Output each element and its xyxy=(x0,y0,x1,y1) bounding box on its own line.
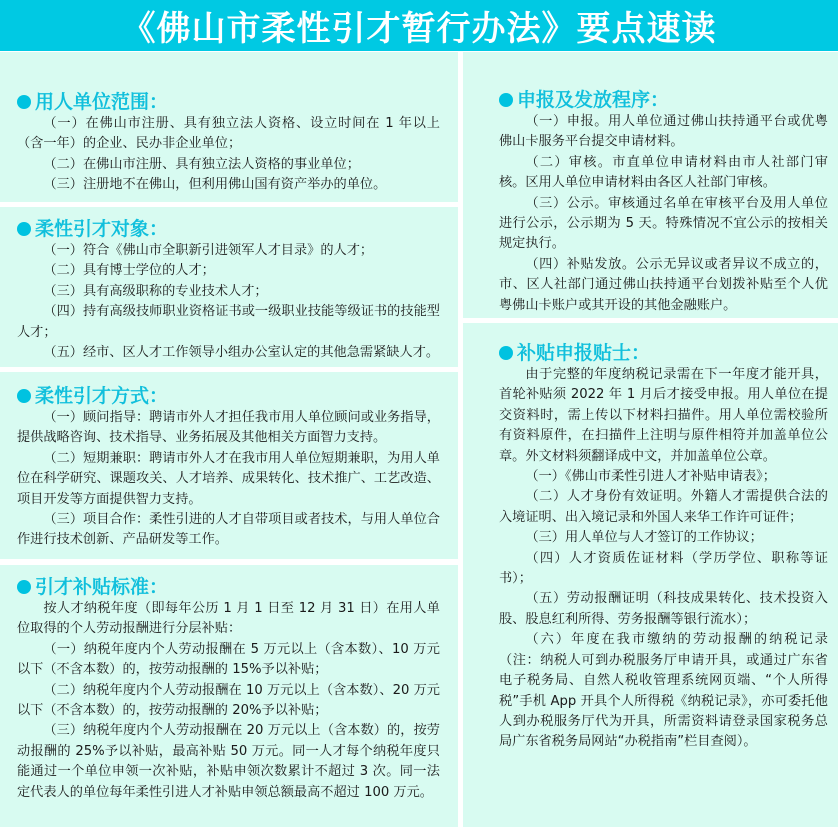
bullet-dot-icon xyxy=(499,346,513,360)
paragraph: （一）申报。用人单位通过佛山扶持通平台或优粤佛山卡服务平台提交申请材料。 xyxy=(499,114,828,150)
section-employer-scope xyxy=(0,52,458,202)
bullet-dot-icon xyxy=(17,222,31,236)
bullet-dot-icon xyxy=(17,580,31,594)
section-heading: 引才补贴标准： xyxy=(17,575,440,599)
paragraph: （一）纳税年度内个人劳动报酬在 5 万元以上（含本数）、10 万元以下（不含本数）的，按劳动报酬的 15%予以补贴； xyxy=(17,641,440,678)
section-recruit-methods xyxy=(0,372,458,559)
page-title: 《佛山市柔性引才暂行办法》要点速读 xyxy=(121,9,717,49)
paragraph: （三）注册地不在佛山，但利用佛山国有资产举办的单位。 xyxy=(43,177,387,193)
section-application-tips xyxy=(463,323,838,827)
paragraph: （二）纳税年度内个人劳动报酬在 10 万元以上（含本数）、20 万元以下（不含本数）的，按劳动报酬的 20%予以补贴； xyxy=(17,682,440,719)
paragraph: （一）《佛山市柔性引进人才补贴申请表》； xyxy=(525,469,776,485)
paragraph: （二）在佛山市注册、具有独立法人资格的事业单位； xyxy=(43,156,360,172)
section-heading: 用人单位范围： xyxy=(17,90,440,114)
section-heading: 柔性引才方式： xyxy=(17,384,440,408)
paragraph: （三）项目合作：柔性引进的人才自带项目或者技术，与用人单位合作进行技术创新、产品研发等工作。 xyxy=(17,512,440,548)
paragraph: （一）在佛山市注册、具有独立法人资格、设立时间在 1 年以上（含一年）的企业、民办非企业单位； xyxy=(17,116,440,152)
page-title-banner xyxy=(0,0,838,51)
paragraph: （三）用人单位与人才签订的工作协议； xyxy=(525,530,763,546)
section-application-procedure xyxy=(463,52,838,318)
paragraph: （二）具有博士学位的人才； xyxy=(43,263,215,279)
paragraph: （二）人才身份有效证明。外籍人才需提供合法的入境证明、出入境记录和外国人来华工作许可证件； xyxy=(499,489,828,525)
paragraph: （三）公示。审核通过名单在审核平台及用人单位进行公示，公示期为 5 天。特殊情况不宜公示的按相关规定执行。 xyxy=(499,195,828,252)
paragraph: （四）人才资质佐证材料（学历学位、职称等证书）； xyxy=(499,550,828,587)
section-heading: 补贴申报贴士： xyxy=(499,341,828,365)
section-target-talent xyxy=(0,207,458,367)
bullet-dot-icon xyxy=(17,95,31,109)
paragraph: （三）具有高级职称的专业技术人才； xyxy=(43,283,268,299)
section-heading: 柔性引才对象： xyxy=(17,217,440,241)
paragraph: （一）符合《佛山市全职新引进领军人才目录》的人才； xyxy=(43,243,374,258)
paragraph: 按人才纳税年度（即每年公历 1 月 1 日至 12 月 31 日）在用人单位取得的个人劳动报酬进行分层补贴： xyxy=(17,601,440,637)
section-heading: 申报及发放程序： xyxy=(499,88,828,112)
paragraph: （五）劳动报酬证明（科技成果转化、技术投资入股、股息红利所得、劳务报酬等银行流水）； xyxy=(499,591,828,627)
paragraph: （四）补贴发放。公示无异议或者异议不成立的，市、区人社部门通过佛山扶持通平台划拨补贴至个人优粤佛山卡账户或其开设的其他金融账户。 xyxy=(499,256,828,313)
bullet-dot-icon xyxy=(499,93,513,107)
paragraph: （一）顾问指导：聘请市外人才担任我市用人单位顾问或业务指导，提供战略咨询、技术指导、业务拓展及其他相关方面智力支持。 xyxy=(17,410,440,446)
section-subsidy-standard xyxy=(0,565,458,827)
paragraph: （五）经市、区人才工作领导小组办公室认定的其他急需紧缺人才。 xyxy=(43,345,440,361)
paragraph: （三）纳税年度内个人劳动报酬在 20 万元以上（含本数）的，按劳动报酬的 25%予以补贴，最高补贴 50 万元。同一人才每个纳税年度只能通过一个单位申领一次补贴，补贴申领次数累计不超过 3 次。同一法定代表人的单位每年柔性引进人才补贴申领总额最高不超过 100 万元。 xyxy=(17,723,440,800)
paragraph: 由于完整的年度纳税记录需在下一年度才能开具，首轮补贴须 2022 年 1 月后才接受申报。用人单位在提交资料时，需上传以下材料扫描件。用人单位需校验所有资料原件，在扫描件上注明与原件相符并加盖单位公章。外文材料须翻译成中文，并加盖单位公章。 xyxy=(499,367,828,464)
paragraph: （六）年度在我市缴纳的劳动报酬的纳税记录（注：纳税人可到办税服务厅申请开具，或通过广东省电子税务局、自然人税收管理系统网页端、“个人所得税”手机 App 开具个人所得税《纳税记录》，亦可委托他人到办税服务厅代为开具，所需资料请登录国家税务总局广东省税务局网站“办税指南”栏目查阅）。 xyxy=(499,632,828,750)
paragraph: （二）审核。市直单位申请材料由市人社部门审核。区用人单位申请材料由各区人社部门审核。 xyxy=(499,154,828,191)
paragraph: （四）持有高级技师职业资格证书或一级职业技能等级证书的技能型人才； xyxy=(17,304,440,340)
paragraph: （二）短期兼职：聘请市外人才在我市用人单位短期兼职，为用人单位在科学研究、课题攻关、人才培养、成果转化、技术推广、工艺改造、项目开发等方面提供智力支持。 xyxy=(17,450,440,507)
bullet-dot-icon xyxy=(17,389,31,403)
